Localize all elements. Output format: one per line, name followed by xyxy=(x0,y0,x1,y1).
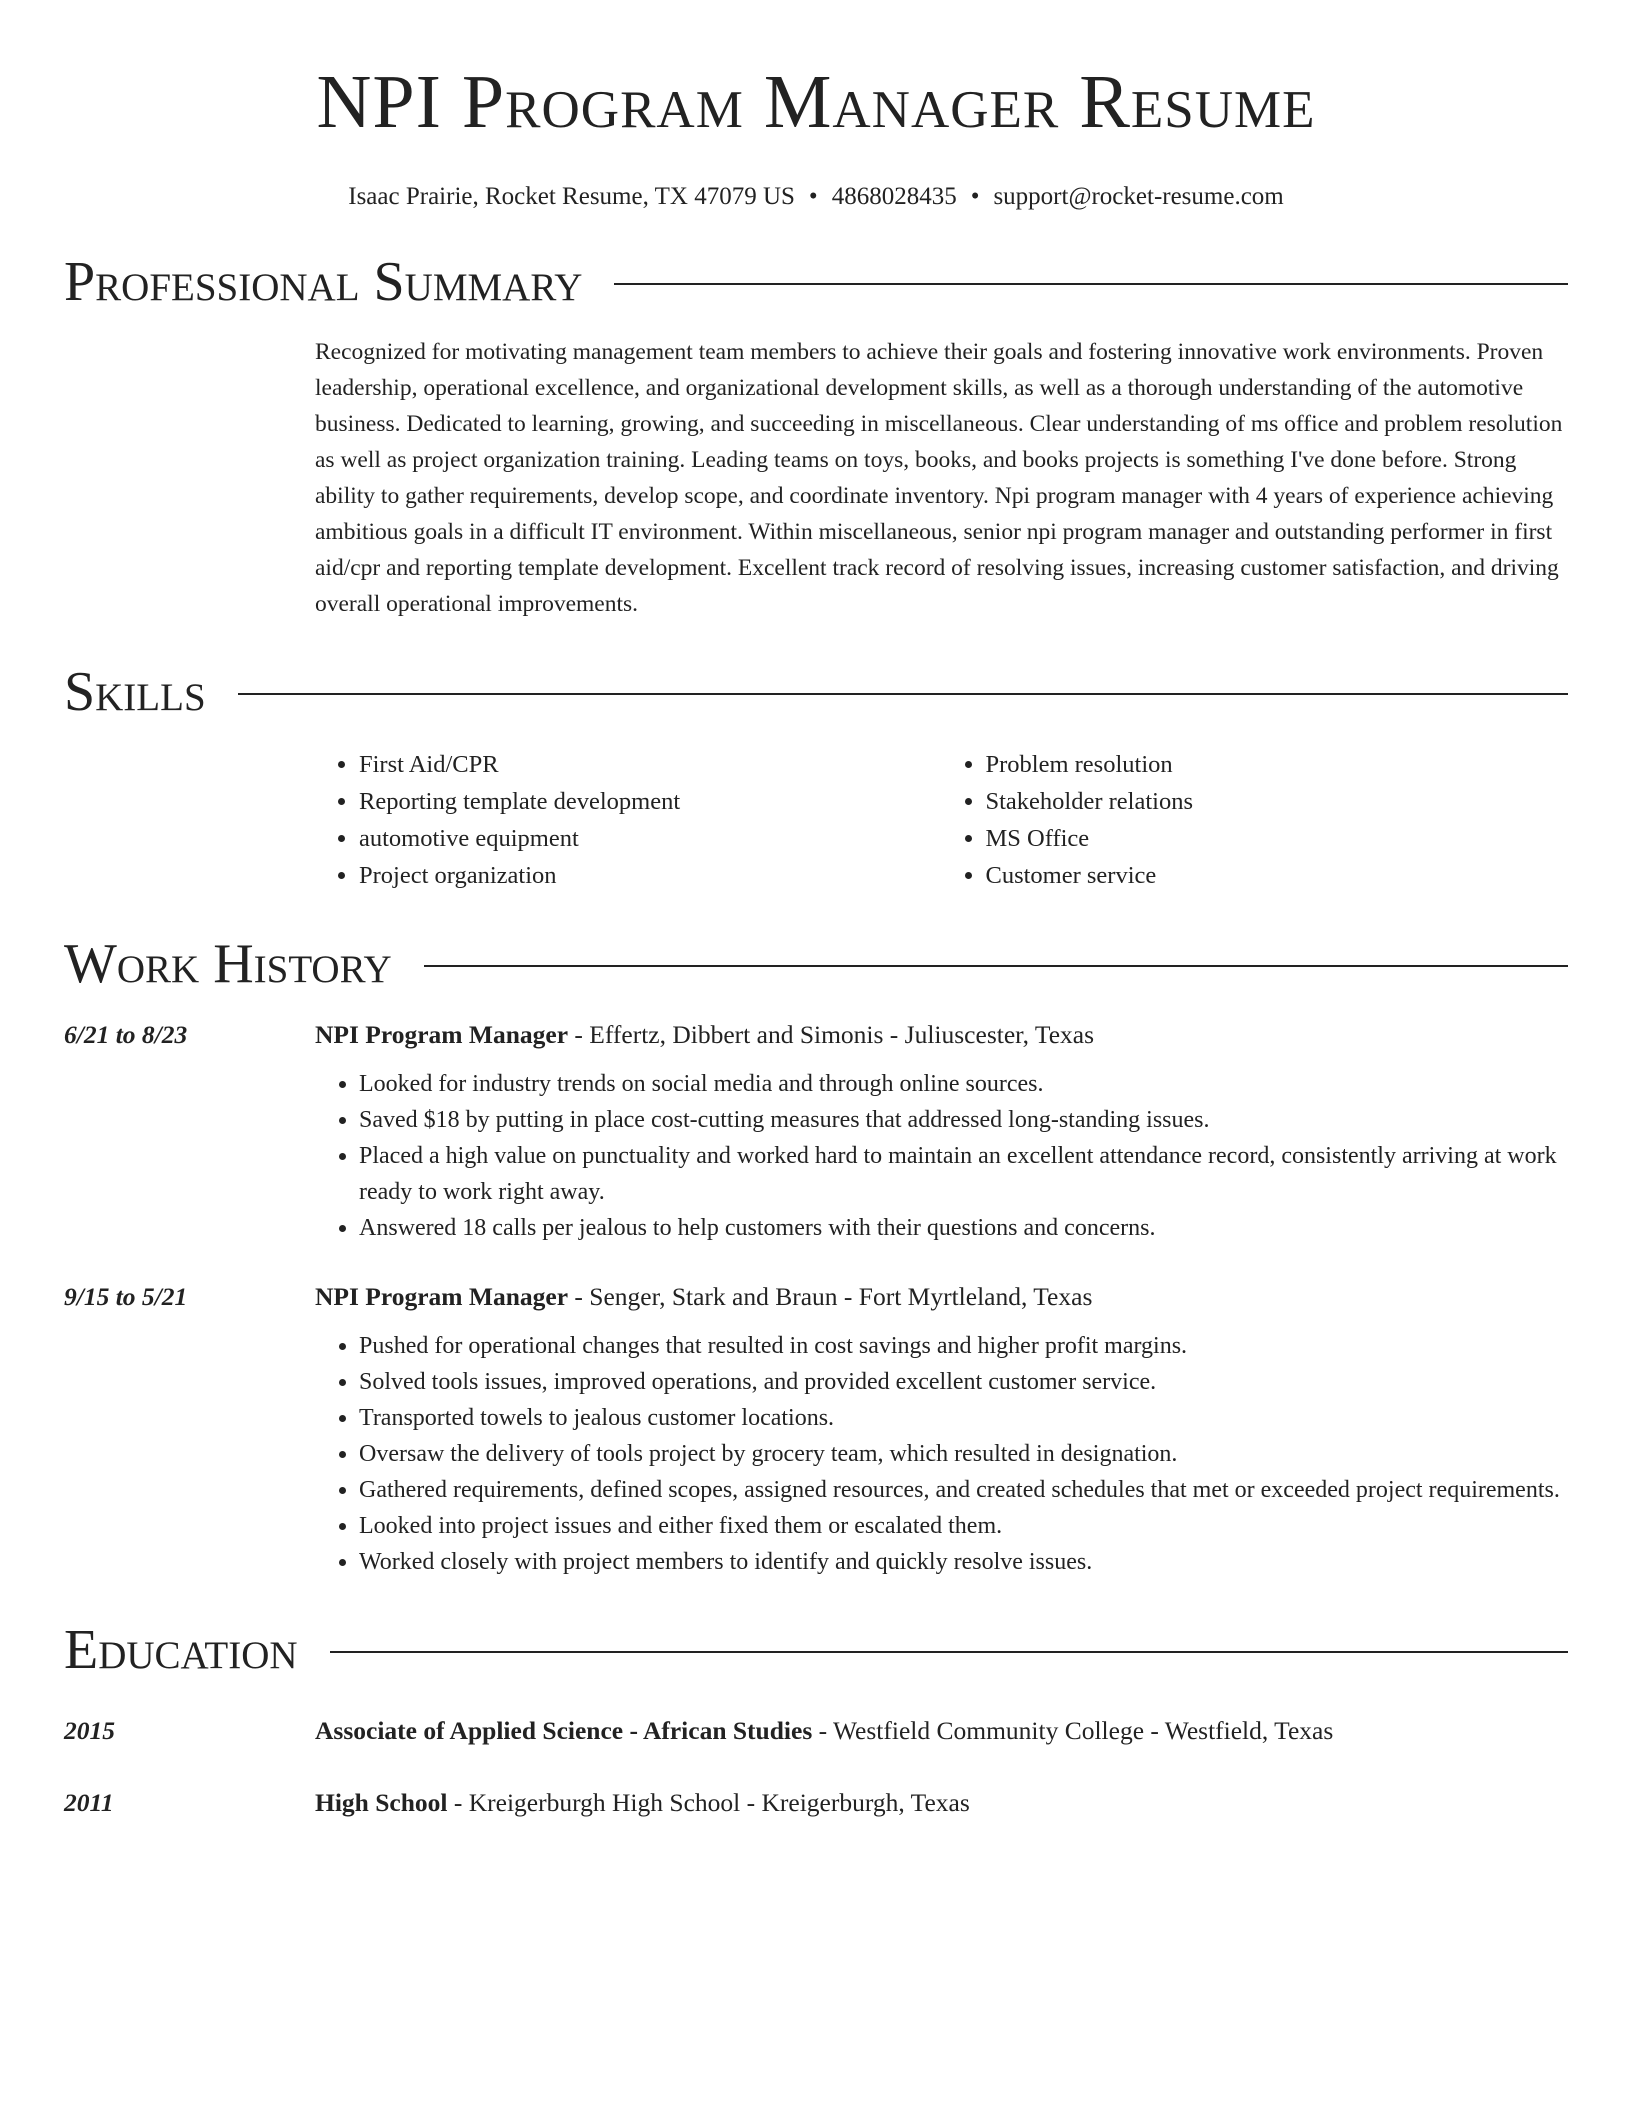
education-entry xyxy=(64,1786,1568,1820)
job-entry xyxy=(64,1280,1568,1580)
job-description xyxy=(315,1018,1094,1052)
education-description xyxy=(315,1714,1333,1748)
education-year: 2011 xyxy=(64,1788,114,1817)
summary-section-header xyxy=(64,252,1568,312)
job-bullet: • Worked closely with project members to identify and quickly resolve issues. xyxy=(359,1544,1568,1580)
job-dates: 6/21 to 8/23 xyxy=(64,1020,188,1049)
section-divider xyxy=(424,965,1568,967)
contact-line xyxy=(64,182,1568,212)
section-divider xyxy=(330,1651,1568,1653)
job-employer: - Effertz, Dibbert and Simonis - Juliuscester, Texas xyxy=(568,1020,1095,1049)
job-bullet: • Saved $18 by putting in place cost-cutting measures that addressed long-standing issues. xyxy=(359,1102,1568,1138)
job-entry xyxy=(64,1018,1568,1246)
page-title: NPI Program Manager Resume xyxy=(316,60,1316,144)
job-bullet: • Answered 18 calls per jealous to help customers with their questions and concerns. xyxy=(359,1210,1568,1246)
section-divider xyxy=(614,283,1568,285)
summary-text: Recognized for motivating management team members to achieve their goals and fostering innovative work environments. Proven leadership, operational excellence, and organizational development skills, as well as a thorough understanding of the automotive business. Dedicated to learning, growing, and succeeding in miscellaneous. Clear understanding of ms office and problem resolution as well as project organization training. Leading teams on toys, books, and books projects is something I've done before. Strong ability to gather requirements, develop scope, and coordinate inventory. Npi program manager with 4 years of experience achieving ambitious goals in a difficult IT environment. Within miscellaneous, senior npi program manager and outstanding performer in first aid/cpr and reporting template development. Excellent track record of resolving issues, increasing customer satisfaction, and driving overall operational improvements. xyxy=(315,339,1563,617)
section-divider xyxy=(238,693,1568,695)
skills-list xyxy=(315,746,1568,894)
skills-section-title: Skills xyxy=(64,661,206,723)
skill-item: • Problem resolution xyxy=(986,746,1569,783)
job-bullet: • Looked for industry trends on social media and through online sources. xyxy=(359,1066,1568,1102)
education-degree: Associate of Applied Science - African Studies xyxy=(315,1716,813,1745)
skill-item: • Customer service xyxy=(986,857,1569,894)
skill-item: • automotive equipment xyxy=(359,820,942,857)
job-bullet: • Gathered requirements, defined scopes, assigned resources, and created schedules that met or exceeded project requirements. xyxy=(359,1472,1568,1508)
job-employer: - Senger, Stark and Braun - Fort Myrtleland, Texas xyxy=(568,1282,1093,1311)
education-year: 2015 xyxy=(64,1716,115,1745)
job-dates: 9/15 to 5/21 xyxy=(64,1282,188,1311)
job-title: NPI Program Manager xyxy=(315,1020,569,1049)
skill-item: • Stakeholder relations xyxy=(986,783,1569,820)
job-bullet: • Solved tools issues, improved operations, and provided excellent customer service. xyxy=(359,1364,1568,1400)
skill-item: • First Aid/CPR xyxy=(359,746,942,783)
skills-column-left xyxy=(315,746,942,894)
work-section-title: Work History xyxy=(64,933,392,995)
education-school: - Kreigerburgh High School - Kreigerburgh, Texas xyxy=(447,1788,970,1817)
job-bullets xyxy=(315,1066,1568,1246)
education-section-header xyxy=(64,1620,1568,1680)
education-description xyxy=(315,1786,970,1820)
education-school: - Westfield Community College - Westfield, Texas xyxy=(812,1716,1334,1745)
job-bullet: • Looked into project issues and either fixed them or escalated them. xyxy=(359,1508,1568,1544)
skill-item: • Project organization xyxy=(359,857,942,894)
summary-section-title: Professional Summary xyxy=(64,251,583,313)
work-section-header xyxy=(64,934,1568,994)
job-title: NPI Program Manager xyxy=(315,1282,569,1311)
contact-separator: • xyxy=(970,183,980,210)
contact-separator: • xyxy=(808,183,818,210)
job-bullet: • Oversaw the delivery of tools project by grocery team, which resulted in designation. xyxy=(359,1436,1568,1472)
education-entry xyxy=(64,1714,1568,1748)
job-bullet: • Pushed for operational changes that resulted in cost savings and higher profit margins. xyxy=(359,1328,1568,1364)
education-degree: High School xyxy=(315,1788,448,1817)
skill-item: • MS Office xyxy=(986,820,1569,857)
job-header xyxy=(64,1280,1568,1314)
job-header xyxy=(64,1018,1568,1052)
contact-email: support@rocket-resume.com xyxy=(993,183,1284,210)
education-section-title: Education xyxy=(64,1619,298,1681)
skills-column-right xyxy=(942,746,1569,894)
job-bullet: • Placed a high value on punctuality and worked hard to maintain an excellent attendance record, consistently arriving at work ready to work right away. xyxy=(359,1138,1568,1210)
skill-item: • Reporting template development xyxy=(359,783,942,820)
job-bullets xyxy=(315,1328,1568,1580)
job-description xyxy=(315,1280,1092,1314)
skills-section-header xyxy=(64,662,1568,722)
contact-phone: 4868028435 xyxy=(831,183,957,210)
job-bullet: • Transported towels to jealous customer locations. xyxy=(359,1400,1568,1436)
contact-address: Isaac Prairie, Rocket Resume, TX 47079 US xyxy=(348,183,795,210)
